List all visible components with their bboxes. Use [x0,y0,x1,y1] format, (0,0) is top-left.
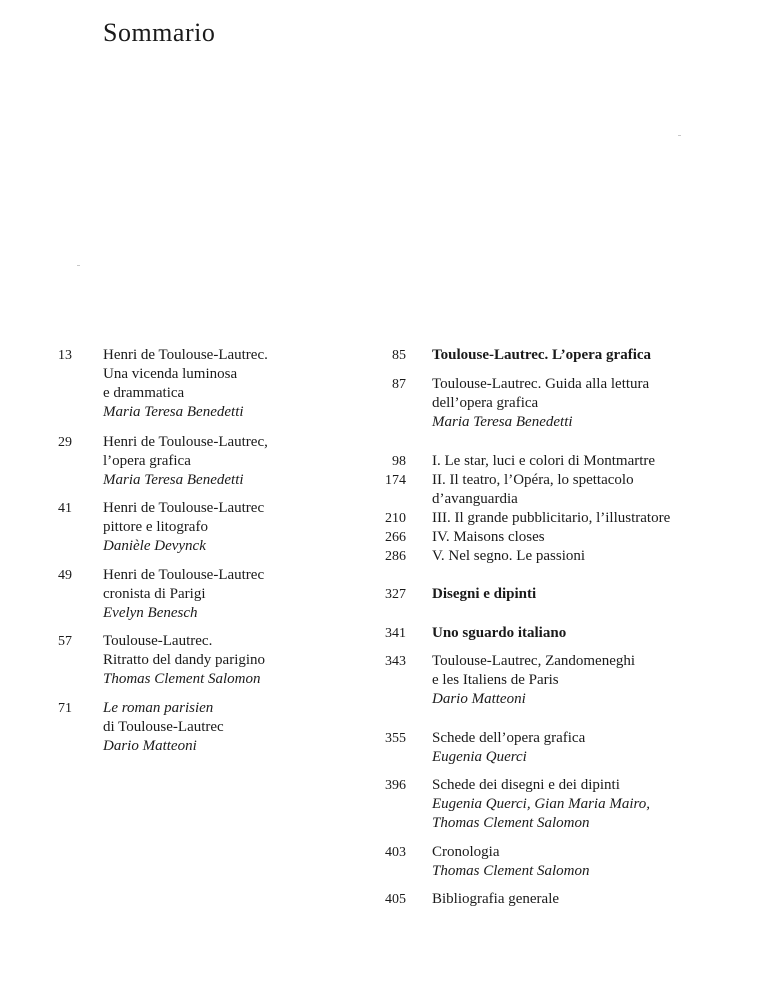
entry-title-line: e drammatica [103,385,185,401]
page-number: 57 [58,634,72,649]
section-heading [432,346,651,365]
entry-title-line: Ritratto del dandy parigino [103,652,266,668]
entry-text [103,632,265,689]
page-number: 174 [385,473,406,488]
entry-text [432,776,650,833]
entry-title-line: l’opera grafica [103,453,191,469]
entry-text [432,890,559,909]
entry-text [432,843,590,881]
entry-title-line: di Toulouse-Lautrec [103,719,224,735]
entry-title-line: IV. Maisons closes [432,529,545,545]
page-number: 49 [58,568,72,583]
page-number: 343 [385,654,406,669]
entry-title-line: d’avanguardia [432,491,518,507]
entry-text [432,729,585,767]
page-number: 29 [58,435,72,450]
entry-title-line: Henri de Toulouse-Lautrec [103,500,265,516]
entry-text [103,499,264,556]
entry-title-line: cronista di Parigi [103,586,206,602]
entry-text [103,346,268,422]
entry-author: Maria Teresa Benedetti [432,414,573,430]
entry-title-line: e les Italiens de Paris [432,672,559,688]
page-number: 210 [385,511,406,526]
entry-title-line: Uno sguardo italiano [432,625,567,641]
entry-title-line: Henri de Toulouse-Lautrec. [103,347,268,363]
page-number: 87 [392,377,406,392]
entry-title-line: Schede dell’opera grafica [432,730,586,746]
entry-text [432,652,635,709]
entry-text [103,566,264,623]
page-number: 341 [385,626,406,641]
entry-title-line: Le roman parisien [103,700,214,716]
entry-text [432,471,634,509]
page-number: 41 [58,501,72,516]
entry-title-line: II. Il teatro, l’Opéra, lo spettacolo [432,472,634,488]
section-heading [432,585,536,604]
entry-author: Danièle Devynck [103,538,206,554]
entry-text [103,699,224,756]
entry-title-line: Toulouse-Lautrec, Zandomeneghi [432,653,636,669]
entry-title-line: Toulouse-Lautrec. L’opera grafica [432,347,652,363]
entry-text [432,547,585,566]
entry-author: Maria Teresa Benedetti [103,472,244,488]
entry-title-line: Toulouse-Lautrec. Guida alla lettura [432,376,650,392]
scan-speck [77,265,80,266]
entry-title-line: V. Nel segno. Le passioni [432,548,586,564]
entry-text [432,452,655,471]
entry-author: Thomas Clement Salomon [432,863,590,879]
page-number: 405 [385,892,406,907]
entry-author: Thomas Clement Salomon [432,815,590,831]
page-number: 266 [385,530,406,545]
entry-author: Dario Matteoni [103,738,197,754]
page-number: 85 [392,348,406,363]
entry-author: Evelyn Benesch [103,605,198,621]
page-number: 13 [58,348,72,363]
page-number: 355 [385,731,406,746]
entry-text [432,509,670,528]
entry-title-line: Una vicenda luminosa [103,366,238,382]
entry-title-line: Disegni e dipinti [432,586,537,602]
entry-title-line: pittore e litografo [103,519,208,535]
page-title: Sommario [103,18,216,47]
entry-title-line: III. Il grande pubblicitario, l’illustratore [432,510,671,526]
entry-text [432,375,649,432]
entry-text [103,433,268,490]
entry-title-line: Schede dei disegni e dei dipinti [432,777,620,793]
page-number: 327 [385,587,406,602]
entry-author: Thomas Clement Salomon [103,671,261,687]
entry-title-line: Henri de Toulouse-Lautrec, [103,434,268,450]
entry-text [432,528,545,547]
entry-title-line: Bibliografia generale [432,891,560,907]
entry-author: Eugenia Querci, Gian Maria Mairo, [432,796,651,812]
page-number: 71 [58,701,72,716]
page-number: 396 [385,778,406,793]
entry-author: Eugenia Querci [432,749,527,765]
entry-author: Dario Matteoni [432,691,526,707]
page-number: 98 [392,454,406,469]
entry-title-line: dell’opera grafica [432,395,539,411]
page-number: 286 [385,549,406,564]
scan-speck [678,135,681,136]
page-number: 403 [385,845,406,860]
entry-title-line: I. Le star, luci e colori di Montmartre [432,453,656,469]
section-heading [432,624,566,643]
entry-title-line: Cronologia [432,844,500,860]
entry-title-line: Henri de Toulouse-Lautrec [103,567,265,583]
entry-title-line: Toulouse-Lautrec. [103,633,213,649]
entry-author: Maria Teresa Benedetti [103,404,244,420]
